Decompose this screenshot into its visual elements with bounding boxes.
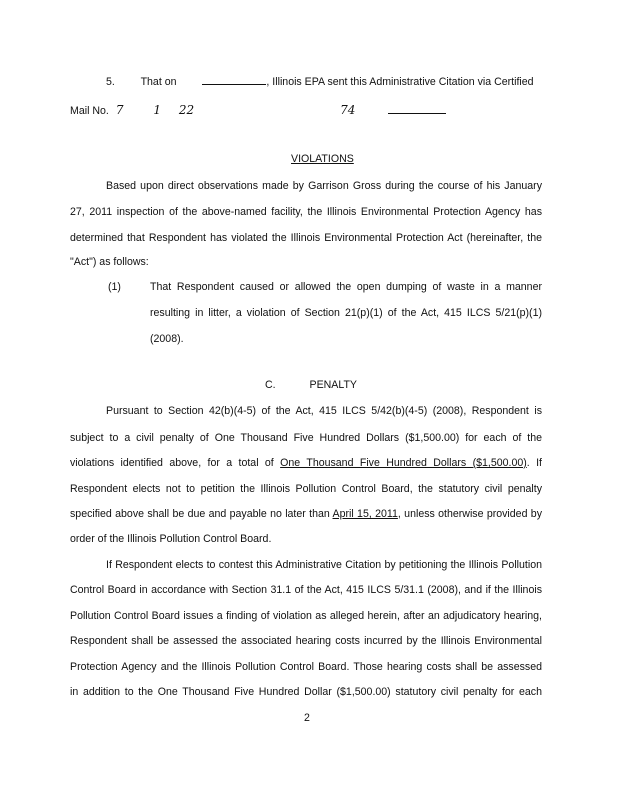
violation-item-line-2: resulting in litter, a violation of Section 21(p)(1) of the Act, 415 ILCS 5/21(p)(1) <box>150 307 542 319</box>
violations-heading: VIOLATIONS <box>291 153 354 165</box>
total-penalty: One Thousand Five Hundred Dollars ($1,500.00) <box>280 457 527 469</box>
para5-text-a: That on <box>140 76 177 88</box>
violations-line-2: 27, 2011 inspection of the above-named facility, the Illinois Environmental Protection Agency has <box>70 206 542 218</box>
handwritten-digit: 22 <box>178 103 195 117</box>
penalty-p2-line-1: If Respondent elects to contest this Administrative Citation by petitioning the Illinois Pollution <box>106 559 542 571</box>
penalty-p2-line-5: Protection Agency and the Illinois Pollution Control Board. Those hearing costs shall be assessed <box>70 661 542 673</box>
violations-line-3: determined that Respondent has violated the Illinois Environmental Protection Act (hereinafter, the <box>70 232 542 244</box>
penalty-title: PENALTY <box>309 379 357 391</box>
section-letter: C. <box>265 379 276 391</box>
date-blank <box>202 74 266 85</box>
penalty-p2-line-2: Control Board in accordance with Section 31.1 of the Act, 415 ILCS 5/31.1 (2008), and if the Illinois <box>70 584 542 596</box>
penalty-line-5-b: , unless otherwise provided by <box>397 508 542 520</box>
mail-label: Mail No. <box>70 105 109 117</box>
paragraph-number: 5. <box>106 76 115 88</box>
penalty-line-3-a: violations identified above, for a total of <box>70 457 281 469</box>
paragraph-5-line-1 <box>106 74 534 89</box>
violation-item-line-3: (2008). <box>150 333 184 345</box>
mark-space <box>179 75 199 85</box>
penalty-line-6: order of the Illinois Pollution Control Board. <box>70 533 272 545</box>
handwritten-digit: 7 <box>115 103 124 117</box>
penalty-line-4: Respondent elects not to petition the Illinois Pollution Control Board, the statutory civil penalty <box>70 483 542 495</box>
penalty-p2-line-6: in addition to the One Thousand Five Hundred Dollar ($1,500.00) statutory civil penalty for each <box>70 686 542 698</box>
penalty-p2-line-4: Respondent shall be assessed the associated hearing costs incurred by the Illinois Environmental <box>70 635 542 647</box>
handwritten-digit: 74 <box>340 103 356 117</box>
paragraph-5-line-2 <box>70 103 446 118</box>
penalty-line-5-a: specified above shall be due and payable no later than <box>70 508 333 520</box>
penalty-heading <box>265 379 357 392</box>
violations-line-1: Based upon direct observations made by Garrison Gross during the course of his January <box>106 180 542 192</box>
trailing-blank <box>388 103 446 114</box>
violation-item-line-1: That Respondent caused or allowed the open dumping of waste in a manner <box>150 281 542 293</box>
page-number: 2 <box>304 712 310 724</box>
penalty-line-5 <box>70 508 542 521</box>
penalty-p2-line-3: Pollution Control Board issues a finding of violation as alleged herein, after an adjudicatory hearing, <box>70 610 542 622</box>
penalty-line-1: Pursuant to Section 42(b)(4-5) of the Act, 415 ILCS 5/42(b)(4-5) (2008), Respondent is <box>106 405 542 417</box>
penalty-line-3-b: . If <box>526 457 542 469</box>
para5-text-b: , Illinois EPA sent this Administrative Citation via Certified <box>266 76 534 88</box>
violation-item-number: (1) <box>108 281 121 293</box>
penalty-line-3 <box>70 457 542 470</box>
violations-line-4: "Act") as follows: <box>70 256 149 268</box>
due-date: April 15, 2011 <box>332 508 398 520</box>
handwritten-digit: 1 <box>153 103 161 117</box>
penalty-line-2: subject to a civil penalty of One Thousand Five Hundred Dollars ($1,500.00) for each of the <box>70 432 542 444</box>
